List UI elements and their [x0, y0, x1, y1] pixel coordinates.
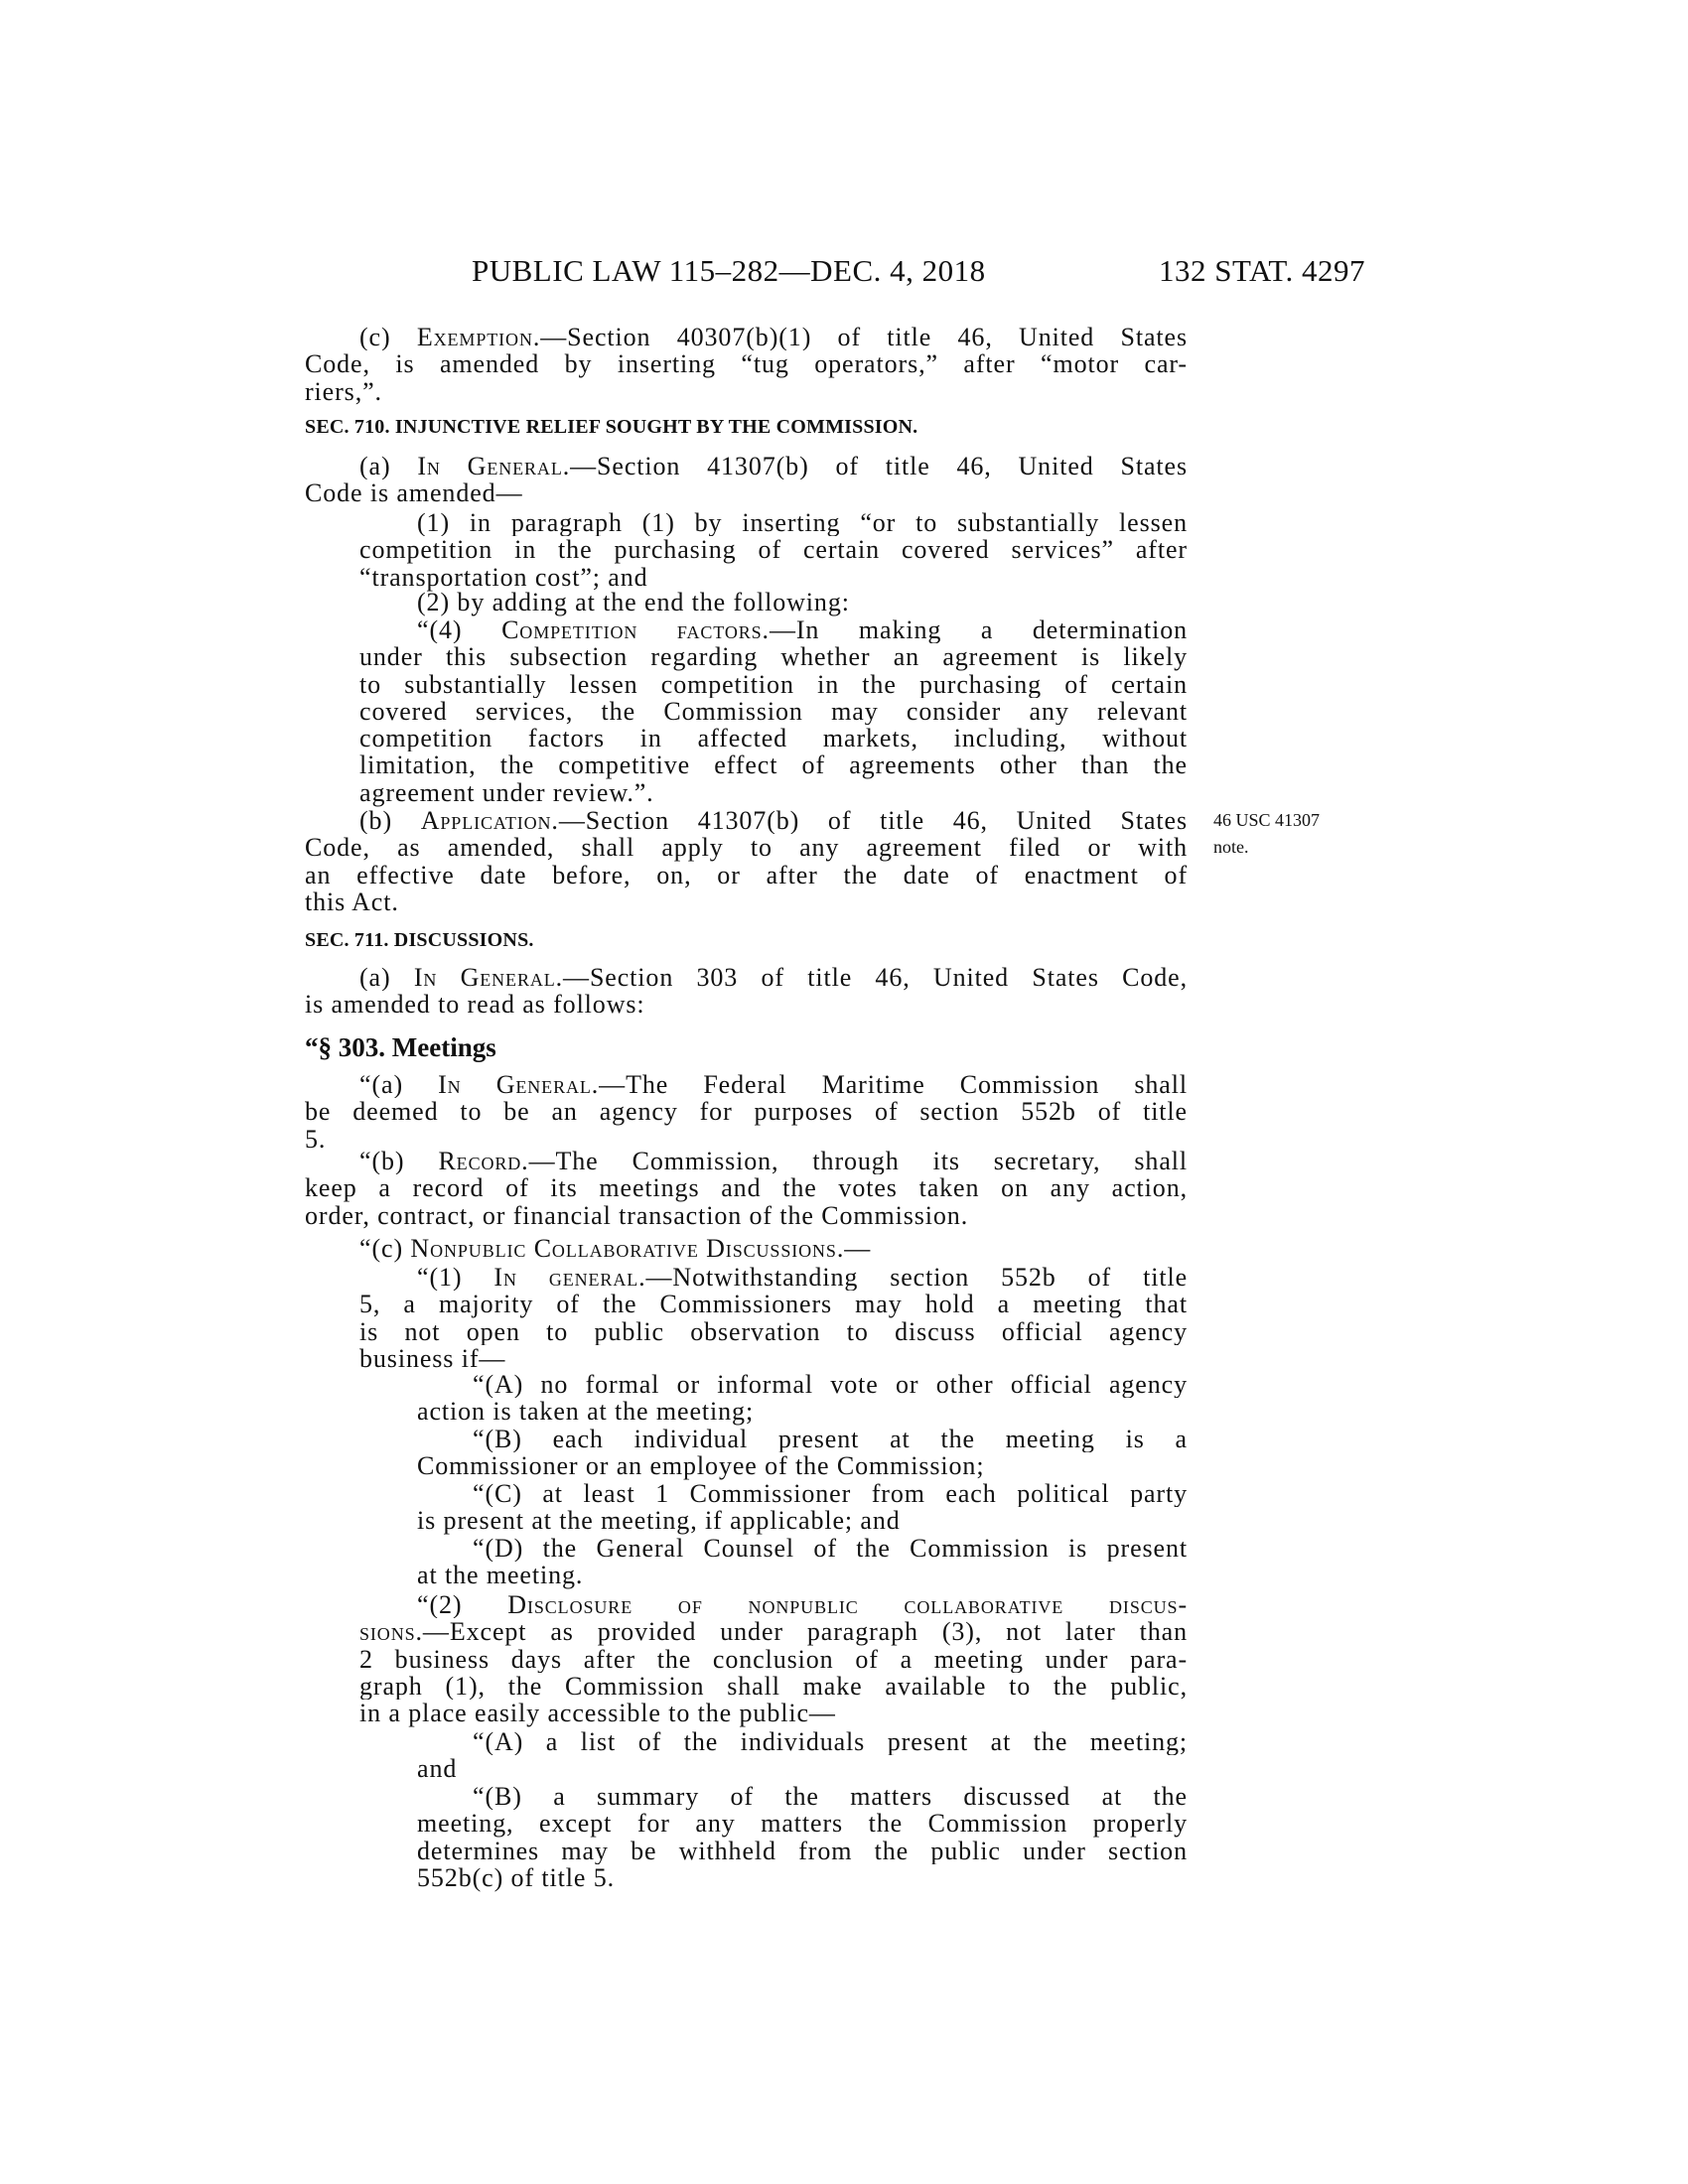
text-segment: “(c)	[359, 1234, 411, 1263]
text-line	[305, 1098, 1188, 1125]
text-segment: “(D) the General Counsel of the Commission is present	[473, 1535, 1188, 1563]
text-line	[359, 643, 1188, 670]
text-line	[359, 509, 1188, 536]
text-segment: agreement under review.”.	[359, 777, 654, 807]
text-segment: under this subsection regarding whether an agreement is likely	[359, 643, 1188, 671]
text-segment: —Section 41307(b) of title 46, United States	[570, 453, 1188, 480]
text-segment: graph (1), the Commission shall make available to the public,	[359, 1672, 1188, 1701]
text-line	[305, 350, 1188, 377]
text-line	[305, 479, 1188, 506]
text-line	[305, 1174, 1188, 1201]
text-segment: Commissioner or an employee of the Commission;	[417, 1451, 985, 1481]
text-segment: 5, a majority of the Commissioners may hold a meeting that	[359, 1291, 1188, 1318]
text-line	[359, 698, 1188, 725]
s303-c2-subparagraph-a	[417, 1728, 1188, 1783]
text-segment: (2) by adding at the end the following:	[417, 588, 850, 616]
sec710-subsection-b	[305, 807, 1188, 915]
margin-note-citation: 46 USC 41307	[1213, 810, 1321, 830]
text-line	[359, 536, 1188, 563]
text-segment: “(C) at least 1 Commissioner from each political party	[473, 1480, 1188, 1508]
page-number: 132 STAT. 4297	[1159, 253, 1366, 288]
s303-c1-subparagraph-d	[417, 1535, 1188, 1589]
small-caps-heading: Disclosure of nonpublic collaborative discus-	[507, 1591, 1188, 1619]
text-line	[417, 1398, 1188, 1425]
text-segment: in a place easily accessible to the public—	[359, 1699, 836, 1728]
text-segment: (c)	[359, 324, 417, 351]
s303-c-paragraph-2	[359, 1591, 1188, 1726]
text-line	[359, 671, 1188, 698]
text-segment: —Section 40307(b)(1) of title 46, United States	[540, 324, 1188, 351]
text-segment: —	[844, 1234, 872, 1263]
section-711-heading: SEC. 711. DISCUSSIONS.	[305, 929, 534, 951]
text-line	[359, 1318, 1188, 1345]
text-segment: —Section 303 of title 46, United States Code,	[563, 964, 1188, 992]
text-segment: “(A) a list of the individuals present at the meeting;	[473, 1728, 1188, 1756]
text-line	[305, 964, 1188, 991]
text-segment: an effective date before, on, or after the date of enactment of	[305, 861, 1188, 888]
text-segment: “(B) each individual present at the meeting is a	[473, 1426, 1188, 1453]
text-line	[417, 1728, 1188, 1755]
text-line	[417, 1755, 1188, 1782]
sec710-paragraph-1	[359, 509, 1188, 591]
text-line	[359, 1345, 1188, 1372]
margin-note-label: note.	[1213, 837, 1249, 858]
text-segment: keep a record of its meetings and the votes taken on any action,	[305, 1174, 1188, 1202]
text-segment: (1) in paragraph (1) by inserting “or to substantially lessen	[417, 509, 1188, 537]
text-line	[359, 589, 1188, 615]
text-segment: business if—	[359, 1343, 506, 1373]
sec711-subsection-a	[305, 964, 1188, 1019]
sec710-paragraph-2	[359, 589, 1188, 615]
text-line	[305, 324, 1188, 350]
text-line	[305, 862, 1188, 888]
section-303-heading: “§ 303. Meetings	[305, 1032, 496, 1062]
small-caps-heading: sions.	[359, 1618, 423, 1646]
text-line	[305, 807, 1188, 834]
competition-factors-paragraph	[359, 616, 1188, 806]
text-line	[305, 378, 1188, 405]
text-segment: “transportation cost”; and	[359, 562, 648, 592]
text-segment: Code is amended—	[305, 478, 523, 508]
text-segment: 2 business days after the conclusion of a meeting under para-	[359, 1645, 1188, 1673]
text-segment: Code, is amended by inserting “tug operators,” after “motor car-	[305, 350, 1188, 378]
small-caps-heading: Exemption.	[416, 324, 541, 351]
text-line	[359, 1646, 1188, 1673]
text-segment: (b)	[359, 807, 421, 835]
text-segment: action is taken at the meeting;	[417, 1397, 755, 1427]
text-segment: —The Commission, through its secretary, shall	[528, 1148, 1188, 1175]
text-segment: —Section 41307(b) of title 46, United States	[558, 807, 1188, 835]
small-caps-heading: Record.	[438, 1148, 529, 1175]
text-segment: order, contract, or financial transaction of the Commission.	[305, 1200, 969, 1230]
small-caps-heading: Nonpublic Collaborative Discussions.	[410, 1234, 845, 1263]
text-line	[417, 1452, 1188, 1479]
text-segment: “(4)	[417, 616, 502, 644]
text-segment: “(A) no formal or informal vote or other official agency	[473, 1371, 1188, 1399]
margin-note	[1213, 807, 1320, 862]
text-line	[417, 1535, 1188, 1562]
running-header-title: PUBLIC LAW 115–282—DEC. 4, 2018	[472, 253, 986, 288]
text-line	[417, 1562, 1188, 1588]
section-710-heading: SEC. 710. INJUNCTIVE RELIEF SOUGHT BY THE COMMISSION.	[305, 416, 918, 438]
text-segment: —The Federal Maritime Commission shall	[599, 1071, 1188, 1099]
s303-c2-subparagraph-b	[417, 1783, 1188, 1891]
text-segment: “(2)	[417, 1591, 508, 1619]
s303-c-paragraph-1	[359, 1264, 1188, 1372]
text-line	[417, 1426, 1188, 1452]
s303-c1-subparagraph-b	[417, 1426, 1188, 1480]
text-segment: 5.	[305, 1124, 327, 1154]
text-segment: determines may be withheld from the public under section	[417, 1837, 1188, 1864]
text-segment: meeting, except for any matters the Commission properly	[417, 1810, 1188, 1838]
small-caps-heading: Competition factors.	[501, 616, 770, 644]
text-segment: covered services, the Commission may consider any relevant	[359, 697, 1188, 726]
text-line	[417, 1480, 1188, 1507]
text-line	[359, 725, 1188, 751]
text-line	[417, 1371, 1188, 1398]
text-segment: is present at the meeting, if applicable; and	[417, 1506, 901, 1536]
text-line	[417, 1864, 1188, 1891]
text-line	[305, 1148, 1188, 1174]
text-segment: (a)	[359, 964, 414, 992]
text-segment: “(b)	[359, 1148, 439, 1175]
text-segment: to substantially lessen competition in the purchasing of certain	[359, 670, 1188, 698]
small-caps-heading: In General.	[417, 453, 571, 480]
small-caps-heading: Application.	[420, 807, 559, 835]
text-segment: riers,”.	[305, 376, 382, 406]
text-segment: is amended to read as follows:	[305, 990, 645, 1020]
text-segment: competition in the purchasing of certain covered services” after	[359, 536, 1188, 564]
text-line	[359, 1591, 1188, 1618]
text-line	[305, 834, 1188, 861]
text-segment: is not open to public observation to discuss official agency	[359, 1317, 1188, 1345]
s303-c1-subparagraph-a	[417, 1371, 1188, 1426]
text-segment: be deemed to be an agency for purposes of section 552b of title	[305, 1098, 1188, 1126]
text-segment: at the meeting.	[417, 1561, 584, 1590]
text-segment: limitation, the competitive effect of agreements other than the	[359, 751, 1188, 779]
text-segment: —Notwithstanding section 552b of title	[645, 1264, 1188, 1292]
subsection-c-exemption	[305, 324, 1188, 405]
text-line	[417, 1810, 1188, 1837]
text-line	[359, 616, 1188, 643]
text-line	[417, 1507, 1188, 1534]
small-caps-heading: In General.	[413, 964, 564, 992]
text-line	[359, 1618, 1188, 1645]
text-line	[359, 1673, 1188, 1700]
s303-subsection-a	[305, 1071, 1188, 1153]
text-segment: “(1)	[417, 1264, 494, 1292]
text-segment: —In making a determination	[769, 616, 1188, 644]
text-segment: —Except as provided under paragraph (3), not later than	[422, 1618, 1188, 1646]
text-line	[359, 779, 1188, 806]
s303-subsection-c	[305, 1235, 1188, 1262]
text-segment: Code, as amended, shall apply to any agreement filed or with	[305, 834, 1188, 862]
text-line	[305, 1071, 1188, 1098]
small-caps-heading: In General.	[438, 1071, 600, 1099]
sec710-subsection-a	[305, 453, 1188, 507]
text-line	[417, 1783, 1188, 1810]
text-segment: this Act.	[305, 887, 399, 916]
text-line	[359, 751, 1188, 778]
text-line	[359, 1291, 1188, 1317]
text-line	[359, 564, 1188, 591]
text-line	[359, 1264, 1188, 1291]
text-segment: “(B) a summary of the matters discussed at the	[473, 1783, 1188, 1811]
text-line	[359, 1700, 1188, 1726]
text-line	[417, 1838, 1188, 1864]
text-segment: competition factors in affected markets, including, without	[359, 725, 1188, 752]
text-line	[305, 888, 1188, 915]
text-line	[305, 991, 1188, 1018]
text-segment: 552b(c) of title 5.	[417, 1862, 616, 1892]
text-segment: “(a)	[359, 1071, 439, 1099]
text-line	[305, 1235, 1188, 1262]
s303-c1-subparagraph-c	[417, 1480, 1188, 1535]
text-line	[305, 453, 1188, 479]
text-line	[305, 1202, 1188, 1229]
text-segment: and	[417, 1754, 458, 1784]
text-segment: (a)	[359, 453, 418, 480]
small-caps-heading: In general.	[493, 1264, 646, 1292]
s303-subsection-b	[305, 1148, 1188, 1229]
